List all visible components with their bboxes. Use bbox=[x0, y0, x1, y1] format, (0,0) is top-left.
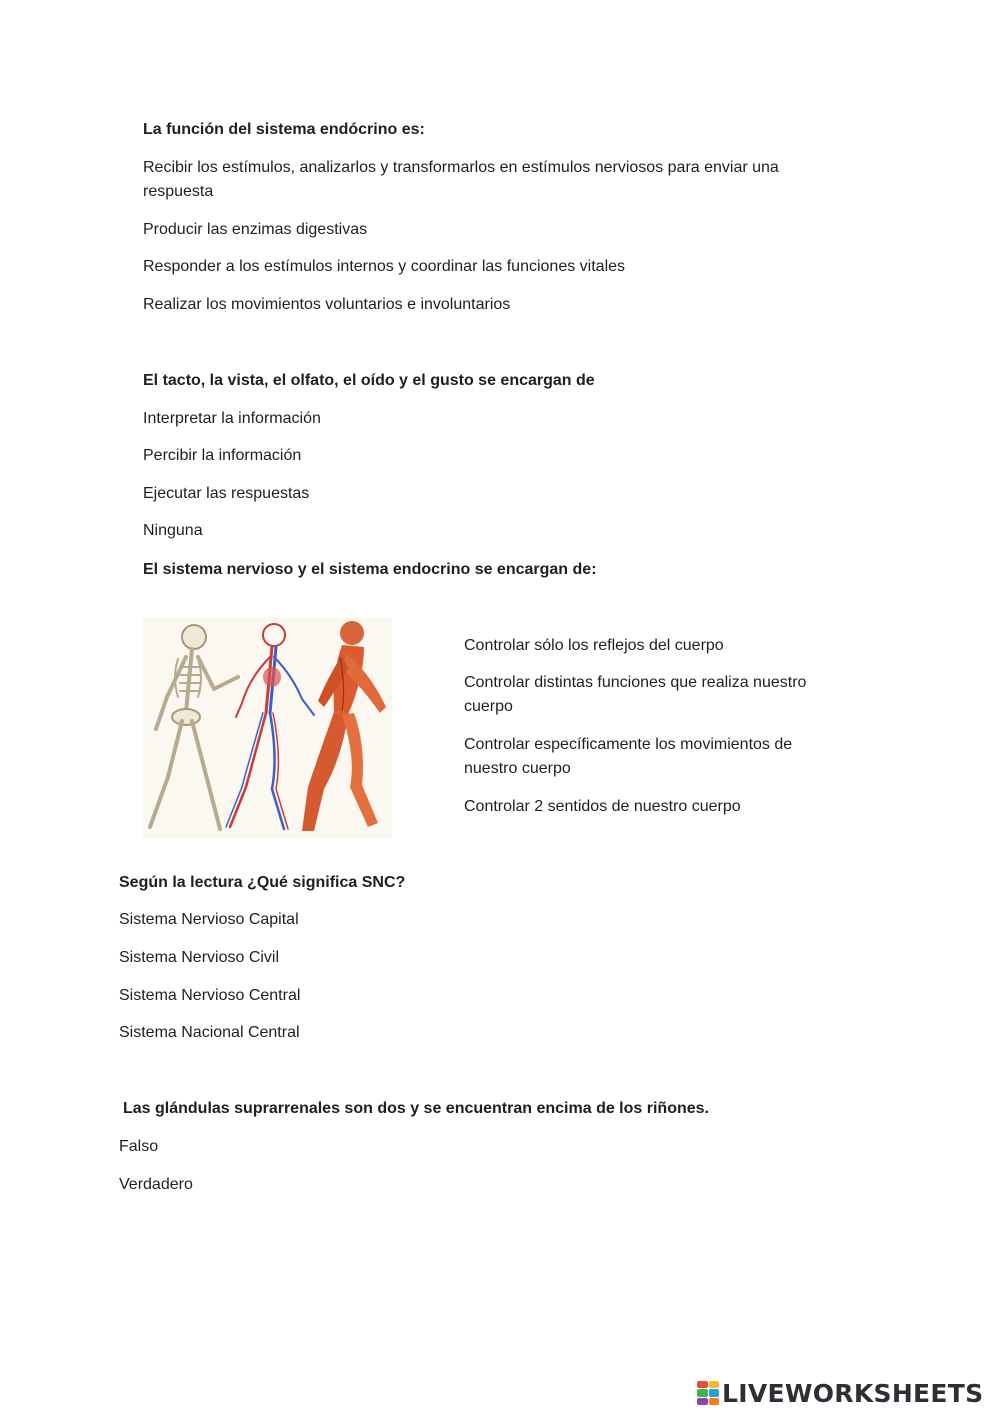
question-3: El sistema nervioso y el sistema endocrino se encargan de: bbox=[143, 561, 597, 578]
mark-tile bbox=[697, 1389, 708, 1396]
q4-option-2[interactable]: Sistema Nervioso Civil bbox=[119, 949, 280, 966]
q1-option-1[interactable]: Recibir los estímulos, analizarlos y transformarlos en estímulos nerviosos para enviar una bbox=[143, 159, 779, 176]
q4-option-1[interactable]: Sistema Nervioso Capital bbox=[119, 911, 299, 928]
q3-option-2-cont[interactable]: cuerpo bbox=[464, 698, 513, 715]
q5-option-2[interactable]: Verdadero bbox=[119, 1176, 193, 1193]
q3-option-1[interactable]: Controlar sólo los reflejos del cuerpo bbox=[464, 637, 724, 654]
skeleton-figure bbox=[150, 625, 238, 829]
q4-option-3[interactable]: Sistema Nervioso Central bbox=[119, 987, 301, 1004]
mark-tile bbox=[709, 1398, 720, 1405]
q3-option-2[interactable]: Controlar distintas funciones que realiza nuestro bbox=[464, 674, 807, 691]
q4-option-4[interactable]: Sistema Nacional Central bbox=[119, 1024, 300, 1041]
q1-option-2[interactable]: Producir las enzimas digestivas bbox=[143, 221, 368, 238]
q1-option-4[interactable]: Realizar los movimientos voluntarios e involuntarios bbox=[143, 296, 511, 313]
q5-option-1[interactable]: Falso bbox=[119, 1138, 159, 1155]
mark-tile bbox=[697, 1381, 708, 1388]
liveworksheets-mark-icon bbox=[697, 1381, 719, 1405]
q1-option-1-cont[interactable]: respuesta bbox=[143, 183, 214, 200]
q2-option-4[interactable]: Ninguna bbox=[143, 522, 203, 539]
q3-option-4[interactable]: Controlar 2 sentidos de nuestro cuerpo bbox=[464, 798, 741, 815]
muscular-figure bbox=[302, 621, 386, 831]
q3-option-3-cont[interactable]: nuestro cuerpo bbox=[464, 760, 571, 777]
mark-tile bbox=[709, 1381, 720, 1388]
q2-option-3[interactable]: Ejecutar las respuestas bbox=[143, 485, 310, 502]
q1-option-3[interactable]: Responder a los estímulos internos y coordinar las funciones vitales bbox=[143, 258, 626, 275]
q3-option-3[interactable]: Controlar específicamente los movimientos de bbox=[464, 736, 793, 753]
question-5: Las glándulas suprarrenales son dos y se encuentran encima de los riñones. bbox=[123, 1100, 709, 1117]
mark-tile bbox=[697, 1398, 708, 1405]
logo-text: LIVEWORKSHEETS bbox=[722, 1378, 984, 1408]
liveworksheets-logo bbox=[697, 1378, 997, 1408]
question-4: Según la lectura ¿Qué significa SNC? bbox=[119, 874, 406, 891]
q2-option-2[interactable]: Percibir la información bbox=[143, 447, 302, 464]
q2-option-1[interactable]: Interpretar la información bbox=[143, 410, 321, 427]
question-1: La función del sistema endócrino es: bbox=[143, 121, 425, 138]
human-body-systems-illustration bbox=[142, 617, 392, 839]
question-2: El tacto, la vista, el olfato, el oído y el gusto se encargan de bbox=[143, 372, 595, 389]
circulatory-figure bbox=[226, 624, 314, 829]
mark-tile bbox=[709, 1389, 720, 1396]
